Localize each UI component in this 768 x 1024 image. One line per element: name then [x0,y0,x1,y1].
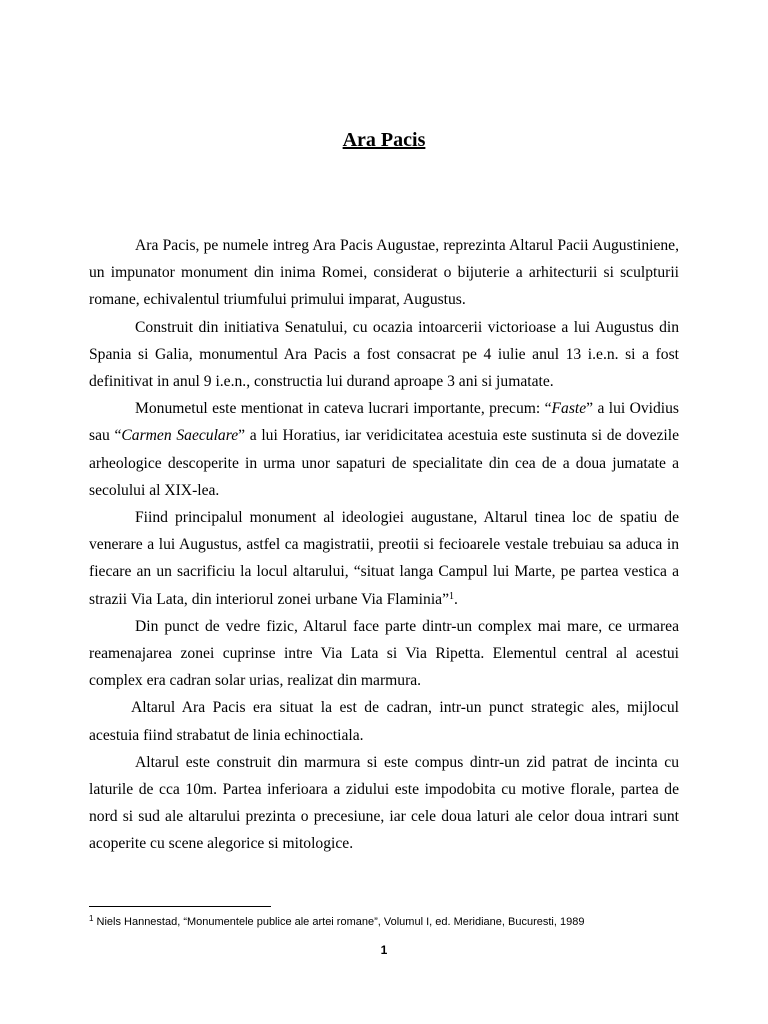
paragraph-3-text-a: Monumetul este mentionat in cateva lucrari importante, precum: “ [135,400,552,418]
paragraph-3 [89,395,679,504]
paragraph-6: Altarul Ara Pacis era situat la est de cadran, intr-un punct strategic ales, mijlocul acestuia fiind strabatut de linia echinoctiala. [89,699,679,744]
document-title: Ara Pacis [342,129,426,151]
footnote-reference[interactable]: 1 [449,590,454,602]
paragraph-1: Ara Pacis, pe numele intreg Ara Pacis Augustae, reprezinta Altarul Pacii Augustiniene, un impunator monument din inima Romei, considerat o bijuterie a arhitecturii si sculpturii romane, echivalentul triumfului primului imparat, Augustus. [89,237,679,309]
paragraph-2: Construit din initiativa Senatului, cu ocazia intoarcerii victorioase a lui Augustus din Spania si Galia, monumentul Ara Pacis a fost consacrat pe 4 iulie anul 13 i.e.n. si a fost definitivat in anul 9 i.e.n., constructia lui durand aproape 3 ani si jumatate. [89,318,679,391]
paragraph-5: Din punct de vedre fizic, Altarul face parte dintr-un complex mai mare, ce urmarea reamenajarea zonei cuprinse intre Via Lata si Via Ripetta. Elementul central al acestui complex era cadran solar urias, realizat din marmura. [89,617,679,690]
footnote [89,914,689,930]
paragraph-3-text-c: ” a lui Ovidius sau “ [89,400,680,445]
work-title-faste: Faste [551,400,587,418]
footnote-number: 1 [89,914,94,923]
paragraph-3-text-e: ” a lui Horatius, iar veridicitatea acestuia este sustinuta si de dovezile arheologice descoperite in urma unor sapaturi de specialitate din cea de a doua jumatate a secolului al XIX-lea. [89,427,679,499]
footnote-separator [89,906,271,907]
footnote-text: Niels Hannestad, “Monumentele publice ale artei romane”, Volumul I, ed. Meridiane, Bucuresti, 1989 [93,916,585,928]
paragraph-4-end: . [454,590,458,608]
document-body [89,232,679,858]
paragraph-7: Altarul este construit din marmura si este compus dintr-un zid patrat de incinta cu laturile de cca 10m. Partea inferioara a zidului este impodobita cu motive florale, partea de nord si sud ale altarului prezinta o precesiune, iar cele doua laturi ale celor doua intrari sunt acoperite cu scene alegorice si mitologice. [89,753,679,853]
page-number: 1 [380,943,388,957]
paragraph-4 [89,504,679,613]
paragraph-4-text: Fiind principalul monument al ideologiei augustane, Altarul tinea loc de spatiu de venerare a lui Augustus, astfel ca magistratii, preotii si fecioarele vestale trebuiau sa aduca in fiecare an un sacrificiu la locul altarului, “situat langa Campul lui Marte, pe partea vestica a strazii Via Lata, din interiorul zonei urbane Via Flaminia” [89,509,679,608]
work-title-carmen-saeculare: Carmen Saeculare [121,427,239,445]
